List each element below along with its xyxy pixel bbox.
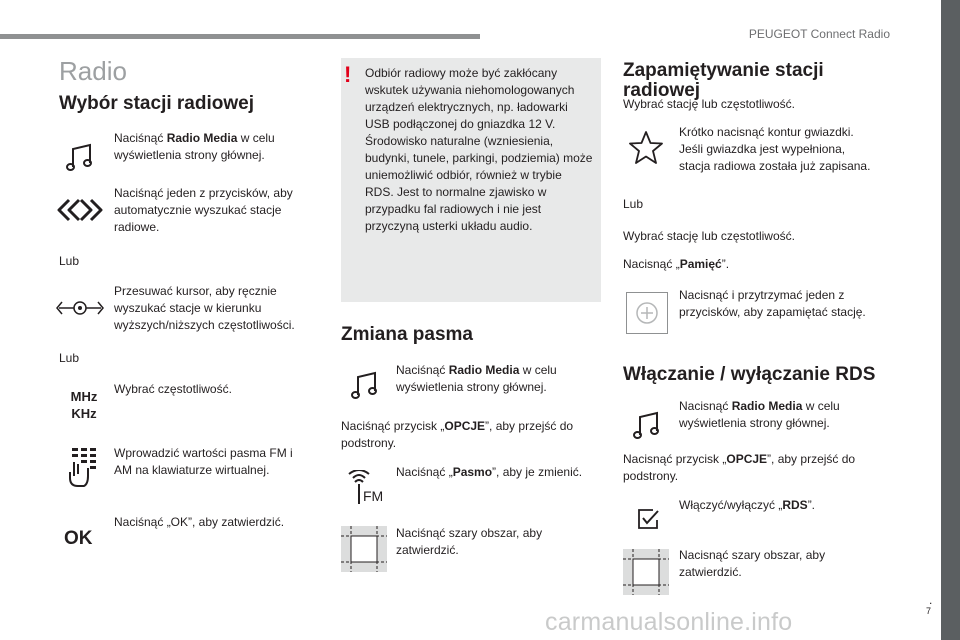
lub-3: Lub — [623, 197, 644, 211]
col3-rds-options-text: Nacisnąć przycisk „OPCJE”, aby przejść do podstrony. — [623, 452, 856, 483]
warning-icon: ! — [344, 62, 352, 87]
col1-item1-text: Naciśnąć Radio Media w celu wyświetlenia strony głównej. — [114, 131, 275, 162]
col3-rds1-text: Nacisnąć Radio Media w celu wyświetlenia strony głównej. — [679, 399, 840, 430]
watermark: carmanualsonline.info — [545, 608, 793, 636]
col3-intro: Wybrać stację lub częstotliwość. — [623, 97, 795, 111]
col2-item1-text: Naciśnąć Radio Media w celu wyświetlenia strony głównej. — [396, 363, 557, 394]
col3-confirm-text: Nacisnąć szary obszar, aby zatwierdzić. — [679, 548, 826, 579]
seek-arrows-icon[interactable] — [56, 196, 104, 224]
keypad-icon[interactable] — [62, 446, 102, 490]
warning-text: Odbiór radiowy może być zakłócany wskutek używania niehomologowanych urządzeń elektrycznych, np. ładowarki USB podłączonej do gniazdka 12 V. Środowisko naturalne (wzniesienia, budynki, tunele, parkingi, podziemia) może uniemożliwić odbiór, również w trybie RDS. Jest to normalne zjawisko w przypadku fal radiowych i nie jest przyczyną usterki układu audio. — [365, 66, 593, 233]
col3-select: Wybrać stację lub częstotliwość. — [623, 229, 795, 243]
fm-band-icon[interactable] — [345, 470, 387, 506]
col3-star-text: Krótko nacisnąć kontur gwiazdki. Jeśli gwiazdka jest wypełniona, stacja radiowa została już zapisana. — [679, 125, 871, 173]
page-dot: . — [929, 593, 933, 607]
side-strip — [941, 0, 960, 640]
ok-icon[interactable]: OK — [64, 528, 93, 549]
header-rule — [0, 34, 480, 39]
col3-memory: Nacisnąć „Pamięć”. — [623, 257, 730, 271]
col1-item2-text: Naciśnąć jeden z przycisków, aby automatycznie wyszukać stacje radiowe. — [114, 186, 293, 234]
col1-item3-text: Przesuwać kursor, aby ręcznie wyszukać stacje w kierunku wyższych/niższych częstotliwości. — [114, 284, 295, 332]
col1-item5-text: Wprowadzić wartości pasma FM i AM na klawiaturze wirtualnej. — [114, 446, 293, 477]
music-note-icon — [62, 140, 98, 176]
fm-label: FM — [363, 488, 384, 504]
mhz-label: MHz — [70, 389, 98, 404]
checkbox-icon[interactable] — [636, 507, 660, 531]
mhz-khz-icon[interactable] — [64, 388, 104, 422]
section-title: Radio — [59, 56, 127, 86]
plus-preset-icon[interactable] — [626, 292, 668, 334]
col3-rds-toggle-text: Włączyć/wyłączyć „RDS”. — [679, 498, 816, 512]
header-title: PEUGEOT Connect Radio — [748, 27, 890, 41]
lub-2: Lub — [59, 351, 80, 365]
col2-confirm-text: Naciśnąć szary obszar, aby zatwierdzić. — [396, 526, 543, 557]
col2-band-text: Naciśnąć „Pasmo”, aby je zmienić. — [396, 465, 583, 479]
grey-area-icon[interactable] — [341, 526, 387, 572]
col1-item6-text: Naciśnąć „OK”, aby zatwierdzić. — [114, 515, 285, 529]
lub-1: Lub — [59, 254, 80, 268]
heading-station-select: Wybór stacji radiowej — [59, 93, 254, 114]
khz-label: KHz — [71, 406, 97, 421]
col3-hold-text: Nacisnąć i przytrzymać jeden z przycisków, aby zapamiętać stację. — [679, 288, 866, 319]
grey-area-icon[interactable] — [623, 549, 669, 595]
heading-rds: Włączanie / wyłączanie RDS — [623, 364, 876, 385]
star-outline-icon[interactable] — [626, 128, 666, 168]
page-number: 7 — [926, 606, 932, 616]
heading-memorize: Zapamiętywanie stacji radiowej — [623, 60, 824, 101]
music-note-icon — [347, 368, 383, 404]
music-note-icon — [629, 408, 665, 444]
col1-item4-text: Wybrać częstotliwość. — [114, 382, 232, 396]
col2-options-text: Naciśnąć przycisk „OPCJE”, aby przejść do podstrony. — [341, 419, 574, 450]
heading-band-change: Zmiana pasma — [341, 324, 473, 345]
slider-cursor-icon[interactable] — [56, 296, 104, 320]
